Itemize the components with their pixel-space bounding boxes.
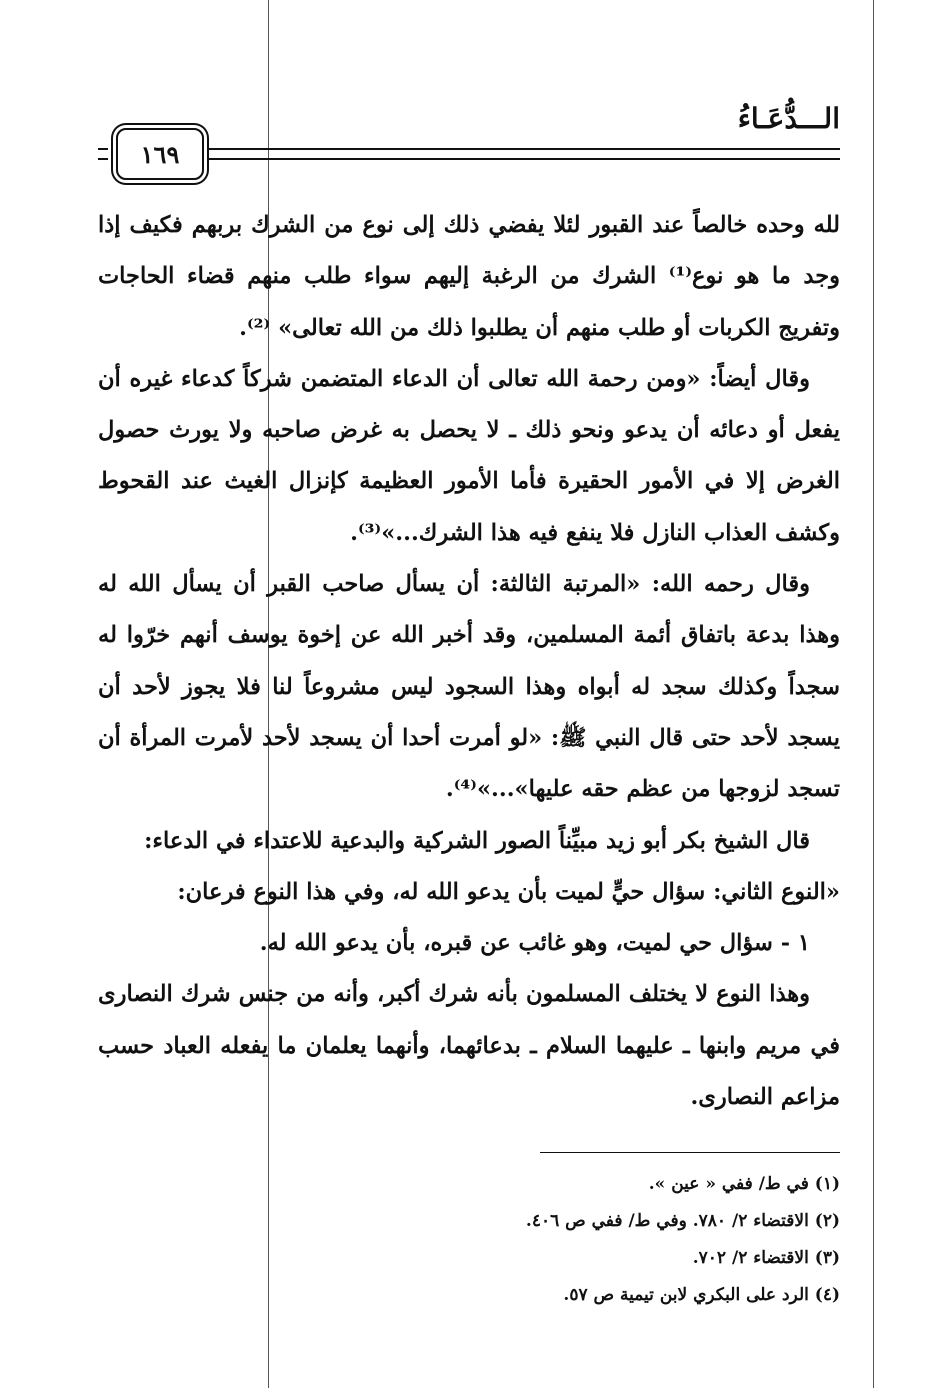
scan-line-right bbox=[873, 0, 874, 1388]
footnote: (١) في ط/ ففي « عين ». bbox=[648, 1174, 840, 1194]
page-header bbox=[98, 100, 840, 180]
footnote-separator bbox=[540, 1152, 840, 1153]
paragraph: قال الشيخ بكر أبو زيد مبيِّناً الصور الشركية والبدعية للاعتداء في الدعاء: bbox=[144, 827, 810, 854]
footnote: (٣) الاقتضاء ٢/ ٧٠٢. bbox=[692, 1248, 840, 1268]
footnote: (٤) الرد على البكري لابن تيمية ص ٥٧. bbox=[563, 1285, 840, 1305]
header-rule-tick bbox=[98, 148, 108, 160]
paragraph: «النوع الثاني: سؤال حيٍّ لميت بأن يدعو الله له، وفي هذا النوع فرعان: bbox=[177, 878, 840, 905]
paragraph: وقال رحمه الله: «المرتبة الثالثة: أن يسأل صاحب القبر أن يسأل الله له وهذا بدعة باتفاق أئمة المسلمين، وقد أخبر الله عن إخوة يوسف أنهم خرّوا له سجداً وكذلك سجد له أبواه وهذا السجود ليس مشروعاً لنا فلا يجوز لأحد أن يسجد لأحد حتى قال النبي ﷺ: «لو أمرت أحدا أن يسجد لأحد لأمرت المرأة أن تسجد لزوجها من عظم حقه عليها»...»⁽⁴⁾. bbox=[98, 571, 840, 803]
paragraph: وقال أيضاً: «ومن رحمة الله تعالى أن الدعاء المتضمن شركاً كدعاء غيره أن يفعل أو دعائه أن يدعو ونحو ذلك ـ لا يحصل به غرض صاحبه ولا يورث حصول الغرض إلا في الأمور الحقيرة فأما الأمور العظيمة كإنزال الغيث عند القحوط وكشف العذاب النازل فلا ينفع فيه هذا الشرك...»⁽³⁾. bbox=[98, 365, 840, 546]
paragraph: وهذا النوع لا يختلف المسلمون بأنه شرك أكبر، وأنه من جنس شرك النصارى في مريم وابنها ـ عليهما السلام ـ بدعائهما، وأنهما يعلمان ما يفعله العباد حسب مزاعم النصارى. bbox=[98, 981, 840, 1111]
main-text bbox=[98, 200, 840, 1123]
footnotes bbox=[98, 1166, 840, 1314]
page-number: ١٦٩ bbox=[116, 128, 204, 180]
footnote: (٢) الاقتضاء ٢/ ٧٨٠. وفي ط/ ففي ص ٤٠٦. bbox=[525, 1211, 840, 1231]
header-rule bbox=[206, 148, 840, 160]
paragraph: ١ - سؤال حي لميت، وهو غائب عن قبره، بأن يدعو الله له. bbox=[259, 930, 810, 957]
running-title: الـــدُّعَـاءُ bbox=[737, 102, 840, 135]
paragraph: لله وحده خالصاً عند القبور لئلا يفضي ذلك إلى نوع من الشرك بربهم فكيف إذا وجد ما هو نوع⁽¹⁾ الشرك من الرغبة إليهم سواء طلب منهم قضاء الحاجات وتفريج الكربات أو طلب منهم أن يطلبوا ذلك من الله تعالى» ⁽²⁾. bbox=[98, 212, 841, 341]
